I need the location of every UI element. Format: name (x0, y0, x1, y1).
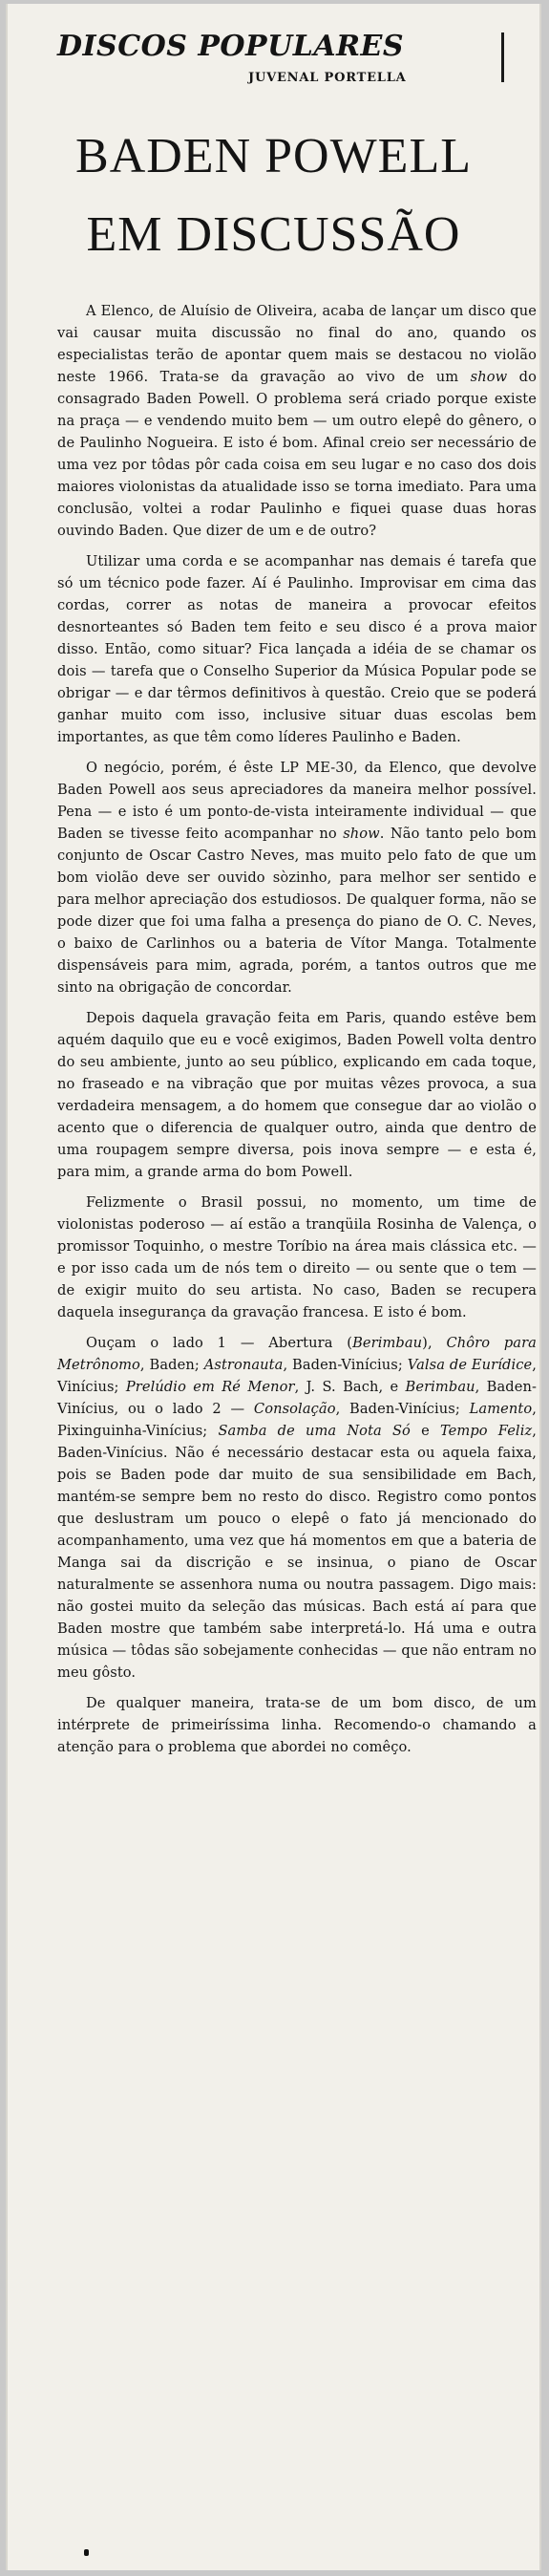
italic-text: Tempo Feliz (439, 1423, 533, 1439)
italic-text: Consolação (253, 1401, 336, 1417)
italic-text: Lamento (469, 1401, 533, 1417)
text-run: Depois daquela gravação feita em Paris, quando estêve bem aquém daquilo que eu e você exigimos, Baden Powell volta dentro do seu ambiente, junto ao seu público, explicando em cada toque, no fraseado e na vibração que por muitas vêzes provoca, a sua verdadeira mensagem, a do homem que consegue dar ao violão o acento que o diferencia de qualquer outro, ainda que dentro de uma roupagem sempre diversa, pois inova sempre — e esta é, para mim, a grande arma do bom Powell. (57, 1010, 537, 1180)
print-speck (84, 2549, 89, 2556)
text-run: Utilizar uma corda e se acompanhar nas demais é tarefa que só um técnico pode fazer. Aí é Paulinho. Improvisar em cima das cordas, correr as notas de maneira a provocar efeitos desnorteantes só Baden tem feito e seu disco é a prova maior disso. Então, como situar? Fica lançada a idéia de se chamar os dois — tarefa que o Conselho Superior da Música Popular pode se obrigar — e dar têrmos definitivos à questão. Creio que se poderá ganhar muito com isso, inclusive situar duas escolas bem importantes, as que têm como líderes Paulinho e Baden. (57, 553, 537, 745)
newspaper-clipping (6, 4, 541, 2570)
italic-text: Prelúdio em Ré Menor (125, 1379, 295, 1395)
article-paragraph (57, 1007, 537, 1183)
headline-line-1: BADEN POWELL (75, 129, 472, 183)
italic-text: Astronauta (203, 1357, 284, 1373)
text-run: A Elenco, de Aluísio de Oliveira, acaba de lançar um disco que vai causar muita discussão no final do ano, quando os especialistas terão de apontar quem mais se destacou no violão neste 1966. Trata-se da gravação ao vivo de um (57, 303, 537, 385)
column-title: DISCOS POPULARES (57, 30, 405, 63)
text-run: Ouçam o lado 1 — Abertura ( (86, 1335, 353, 1351)
italic-text: Samba de uma Nota Só (218, 1423, 411, 1439)
italic-text: show (470, 369, 508, 385)
article-paragraph (57, 550, 537, 748)
vertical-rule (501, 32, 504, 82)
text-run: do consagrado Baden Powell. O problema será criado porque existe na praça — e vendendo muito bem — um outro elepê do gênero, o de Paulinho Nogueira. E isto é bom. Afinal creio ser necessário de uma vez por tôdas pôr cada coisa em seu lugar e no caso dos dois maiores violonistas da atualidade isso se torna imediato. Para uma conclusão, voltei a rodar Paulinho e fiquei quase duas horas ouvindo Baden. Que dizer de um e de outro? (57, 369, 537, 539)
article-paragraph (57, 1191, 537, 1323)
text-run: , Vinícius; (57, 1357, 537, 1395)
author-byline: JUVENAL PORTELLA (248, 71, 407, 85)
italic-text: Valsa de Eurídice (407, 1357, 533, 1373)
article-body (57, 300, 537, 1767)
italic-text: Berimbau (352, 1335, 423, 1351)
text-run: , Baden-Vinícius, ou o lado 2 — (57, 1379, 537, 1417)
article-paragraph (57, 757, 537, 998)
article-paragraph (57, 1332, 537, 1684)
article-paragraph (57, 300, 537, 542)
text-run: De qualquer maneira, trata-se de um bom disco, de um intérprete de primeiríssima linha. Recomendo-o chamando a atenção para o problema que abordei no comêço. (57, 1695, 537, 1755)
italic-text: Chôro para Metrônomo (57, 1335, 537, 1373)
text-run: Felizmente o Brasil possui, no momento, um time de violonistas poderoso — aí estão a tranqüila Rosinha de Valença, o promissor Toquinho, o mestre Toríbio na área mais clássica etc. — e por isso cada um de nós tem o direito — ou sente que o tem — de exigir muito do seu artista. No caso, Baden se recupera daquela insegurança da gravação francesa. E isto é bom. (57, 1194, 537, 1320)
text-run: , Baden-Vinícius. Não é necessário destacar esta ou aquela faixa, pois se Baden pode dar muito de sua sensibilidade em Bach, mantém-se sempre bem no resto do disco. Registro como pontos que deslustram um pouco o elepê o fato já mencionado do acompanhamento, uma vez que há momentos em que a bateria de Manga sai da discrição e se insinua, o piano de Oscar naturalmente se assenhora numa ou noutra passagem. Digo mais: não gostei muito da seleção das músicas. Bach está aí para que Baden mostre que também sabe interpretá-lo. Há uma e outra música — tôdas são sobejamente conhecidas — que não entram no meu gôsto. (57, 1423, 538, 1681)
text-run: . Não tanto pelo bom conjunto de Oscar Castro Neves, mas muito pelo fato de que um bom violão deve ser ouvido sòzinho, para melhor ser sentido e para melhor apreciação dos estudiosos. De qualquer forma, não se pode dizer que foi uma falha a presença do piano de O. C. Neves, o baixo de Carlinhos ou a bateria de Vítor Manga. Totalmente dispensáveis para mim, agrada, porém, a tantos outros que me sinto na obrigação de concordar. (57, 826, 537, 996)
text-run: , J. S. Bach, e (294, 1379, 406, 1395)
italic-text: Berimbau (405, 1379, 475, 1395)
text-run: , Pixinguinha-Vinícius; (57, 1401, 537, 1439)
text-run: , Baden; (139, 1357, 204, 1373)
italic-text: show (343, 826, 380, 842)
text-run: O negócio, porém, é êste LP ME-30, da Elenco, que devolve Baden Powell aos seus apreciadores da maneira melhor possível. Pena — e isto é um ponto-de-vista inteiramente individual — que Baden se tivesse feito acompanhar no (57, 760, 537, 842)
article-paragraph (57, 1692, 537, 1758)
text-run: ), (422, 1335, 447, 1351)
text-run: , Baden-Vinícius; (335, 1401, 470, 1417)
text-run: , Baden-Vinícius; (283, 1357, 408, 1373)
text-run: e (410, 1423, 440, 1439)
headline-line-2: EM DISCUSSÃO (86, 207, 461, 262)
